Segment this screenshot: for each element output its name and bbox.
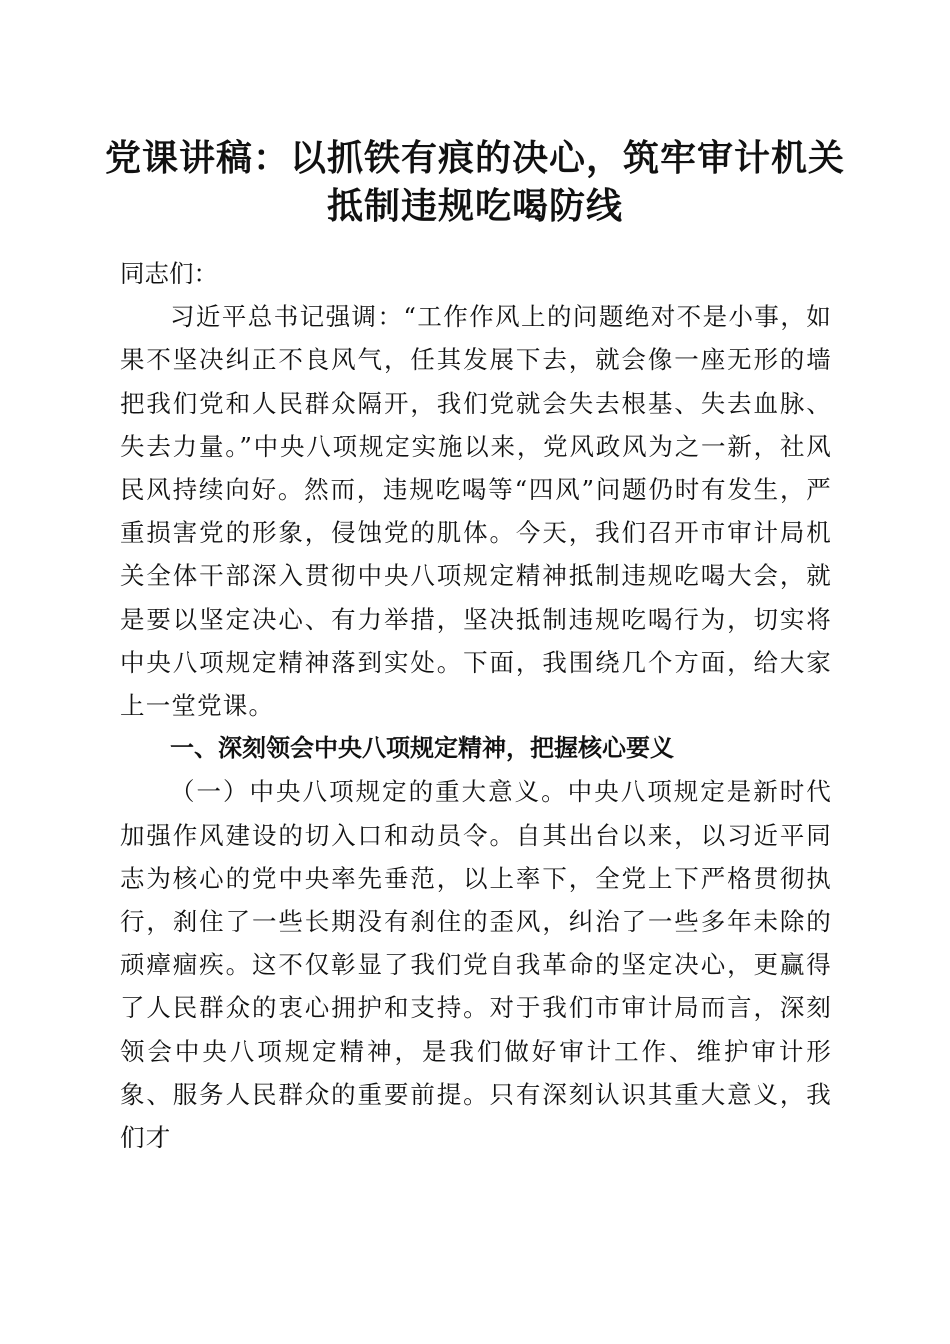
document-title-line-2: 抵制违规吃喝防线 xyxy=(326,185,623,227)
salutation: 同志们： xyxy=(120,259,218,288)
document-title-line-1: 党课讲稿：以抓铁有痕的决心，筑牢审计机关 xyxy=(104,137,845,179)
section-heading-1: 一、深刻领会中央八项规定精神，把握核心要义 xyxy=(170,734,674,763)
intro-paragraph: 习近平总书记强调：“工作作风上的问题绝对不是小事，如果不坚决纠正不良风气，任其发展下去，就会像一座无形的墙把我们党和人民群众隔开，我们党就会失去根基、失去血脉、失去力量。”中央八项规定实施以来，党风政风为之一新，社风民风持续向好。然而，违规吃喝等“四风”问题仍时有发生，严重损害党的形象，侵蚀党的肌体。今天，我们召开市审计局机关全体干部深入贯彻中央八项规定精神抵制违规吃喝大会，就是要以坚定决心、有力举措，坚决抵制违规吃喝行为，切实将中央八项规定精神落到实处。下面，我围绕几个方面，给大家上一堂党课。 xyxy=(120,302,832,721)
section-1-paragraph: （一）中央八项规定的重大意义。中央八项规定是新时代加强作风建设的切入口和动员令。自其出台以来，以习近平同志为核心的党中央率先垂范，以上率下，全党上下严格贯彻执行，刹住了一些长期没有刹住的歪风，纠治了一些多年未除的顽瘴痼疾。这不仅彰显了我们党自我革命的坚定决心，更赢得了人民群众的衷心拥护和支持。对于我们市审计局而言，深刻领会中央八项规定精神，是我们做好审计工作、维护审计形象、服务人民群众的重要前提。只有深刻认识其重大意义，我们才 xyxy=(120,777,832,1153)
document-body xyxy=(120,252,832,1159)
